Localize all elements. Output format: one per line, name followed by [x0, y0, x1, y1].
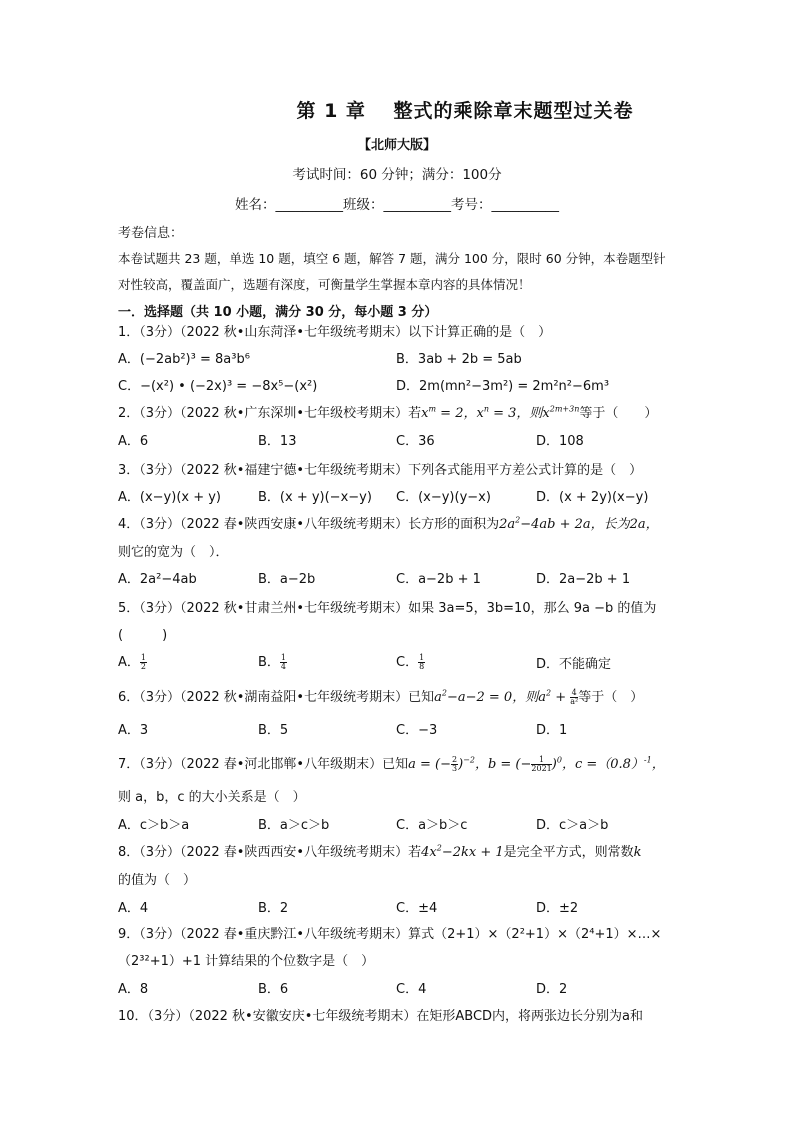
q5-fraction-c: $\frac{1}{8}$ — [419, 653, 425, 671]
q5-option-a-label: A． — [118, 655, 140, 670]
q4-formula: $2a^2-4ab + 2a$，长为2a， — [499, 515, 659, 532]
q5-option-b — [258, 651, 287, 671]
q7-formula-2: )$^{-2}$，b = (− — [458, 755, 532, 772]
q3-option-b: B．(x + y)(−x−y) — [258, 490, 372, 505]
q8-k: k — [633, 845, 642, 860]
q7-fraction-a: $\frac{2}{3}$ — [451, 755, 458, 773]
q2-stem-text: 2．（3分）（2022 秋•广东深圳•七年级校考期末）若 — [118, 406, 422, 421]
q5-option-b-label: B． — [258, 655, 280, 670]
q8-formula: $4x^2-2kx + 1$ — [421, 843, 504, 860]
q8-option-a: A．4 — [118, 901, 149, 916]
question-7-stem-2: 则 a，b，c 的大小关系是（ ） — [118, 790, 306, 805]
q5-option-c — [396, 651, 425, 671]
q1-option-b: B．3ab + 2b = 5ab — [396, 352, 522, 367]
q2-option-c: C．36 — [396, 434, 435, 449]
info-text-1: 本卷试题共 23 题，单选 10 题，填空 6 题，解答 7 题，满分 100 分，限时 60 分钟，本卷题型针 — [118, 251, 666, 266]
q7-option-b: B．a＞c＞b — [258, 818, 330, 833]
question-3-stem: 3．（3分）（2022 秋•福建宁德•七年级统考期末）下列各式能用平方差公式计算的是（ ） — [118, 463, 643, 478]
q2-option-b: B．13 — [258, 434, 297, 449]
q7-stem-text: 7．（3分）（2022 春•河北邯郸•八年级期末）已知 — [118, 757, 409, 772]
q4-stem-text: 4．（3分）（2022 春•陕西安康•八年级统考期末）长方形的面积为 — [118, 517, 500, 532]
question-5-stem: 5．（3分）（2022 秋•甘肃兰州•七年级统考期末）如果 3a=5，3b=10，那么 9a −b 的值为 — [118, 601, 657, 616]
info-heading: 考卷信息： — [118, 226, 184, 241]
q8-stem-text: 8．（3分）（2022 春•陕西西安•八年级统考期末）若 — [118, 845, 422, 860]
question-10-stem: 10．（3分）（2022 秋•安徽安庆•七年级统考期末）在矩形ABCD内，将两张边长分别为a和 — [118, 1009, 644, 1024]
question-1-stem: 1．（3分）（2022 秋•山东菏泽•七年级统考期末）以下计算正确的是（ ） — [118, 325, 552, 340]
q7-formula-3: )$^0$，$c =(0.8)^{-1}$， — [551, 755, 665, 772]
q7-option-c: C．a＞b＞c — [396, 818, 468, 833]
question-6-stem — [118, 686, 643, 706]
page-title: 第 1 章 整式的乘除章末题型过关卷 — [296, 100, 634, 122]
q3-option-d: D．(x + 2y)(x−y) — [536, 490, 649, 505]
q1-option-a: A．(−2ab²)³ = 8a³b⁶ — [118, 352, 250, 367]
question-8-stem-2: 的值为（ ） — [118, 873, 197, 888]
q2-option-a: A．6 — [118, 434, 149, 449]
q8-stem-mid: 是完全平方式，则常数 — [503, 845, 634, 860]
q5-option-d: D．不能确定 — [536, 657, 612, 672]
q4-option-b: B．a−2b — [258, 572, 316, 587]
q5-option-a — [118, 651, 147, 671]
q2-option-d: D．108 — [536, 434, 584, 449]
q6-fraction: $\frac{4}{\text{a²}}$ — [570, 688, 579, 706]
q7-fraction-b: $\frac{1}{2021}$ — [531, 755, 552, 773]
q4-option-a: A．2a²−4ab — [118, 572, 197, 587]
q6-option-c: C．−3 — [396, 723, 438, 738]
question-4-stem-2: 则它的宽为（ ）． — [118, 545, 229, 560]
q2-formula: $x^m = 2$，$x^n = 3$，则$x^{2m+3n}$ — [421, 404, 580, 421]
q1-option-d: D．2m(mn²−3m²) = 2m²n²−6m³ — [396, 379, 610, 394]
q6-option-b: B．5 — [258, 723, 289, 738]
q6-stem-end: 等于（ ） — [578, 690, 644, 705]
question-7-stem — [118, 753, 665, 773]
q7-option-a: A．c＞b＞a — [118, 818, 190, 833]
q3-option-c: C．(x−y)(y−x) — [396, 490, 491, 505]
edition-label: 【北师大版】 — [357, 138, 436, 153]
q5-fraction-a: $\frac{1}{2}$ — [140, 653, 146, 671]
q4-option-d: D．2a−2b + 1 — [536, 572, 631, 587]
question-4-stem — [118, 513, 659, 532]
q9-option-b: B．6 — [258, 982, 289, 997]
q7-formula: a = (− — [408, 757, 451, 772]
q4-option-c: C．a−2b + 1 — [396, 572, 481, 587]
question-9-stem: 9．（3分）（2022 春•重庆黔江•八年级统考期末）算式（2+1）×（2²+1）×（2⁴+1）×…× — [118, 927, 662, 942]
question-8-stem — [118, 841, 642, 860]
q5-option-c-label: C． — [396, 655, 419, 670]
q7-option-d: D．c＞a＞b — [536, 818, 609, 833]
section-heading: 一．选择题（共 10 小题，满分 30 分，每小题 3 分） — [118, 305, 438, 320]
exam-time: 考试时间：60 分钟；满分：100分 — [292, 167, 502, 183]
question-2-stem — [118, 402, 657, 421]
q6-option-d: D．1 — [536, 723, 568, 738]
info-text-2: 对性较高，覆盖面广，选题有深度，可衡量学生掌握本章内容的具体情况！ — [118, 277, 531, 292]
q6-option-a: A．3 — [118, 723, 149, 738]
q9-option-a: A．8 — [118, 982, 149, 997]
q6-stem-text: 6．（3分）（2022 秋•湖南益阳•七年级统考期末）已知 — [118, 690, 435, 705]
student-info-line: 姓名：__________班级：__________考号：__________ — [235, 197, 559, 213]
q8-option-c: C．±4 — [396, 901, 438, 916]
q3-option-a: A．(x−y)(x + y) — [118, 490, 222, 505]
question-5-stem-2: ( ) — [118, 628, 168, 643]
question-9-stem-2: （2³²+1）+1 计算结果的个位数字是（ ） — [118, 954, 375, 969]
q9-option-d: D．2 — [536, 982, 568, 997]
q6-formula: $a^2-a-2 = 0$，则$a^2$ + — [434, 688, 571, 705]
q8-option-b: B．2 — [258, 901, 289, 916]
q2-stem-end: 等于（ ） — [579, 406, 658, 421]
q5-fraction-b: $\frac{1}{4}$ — [280, 653, 287, 671]
q8-option-d: D．±2 — [536, 901, 579, 916]
q9-option-c: C．4 — [396, 982, 427, 997]
q1-option-c: C．−(x²) • (−2x)³ = −8x⁵−(x²) — [118, 379, 318, 394]
